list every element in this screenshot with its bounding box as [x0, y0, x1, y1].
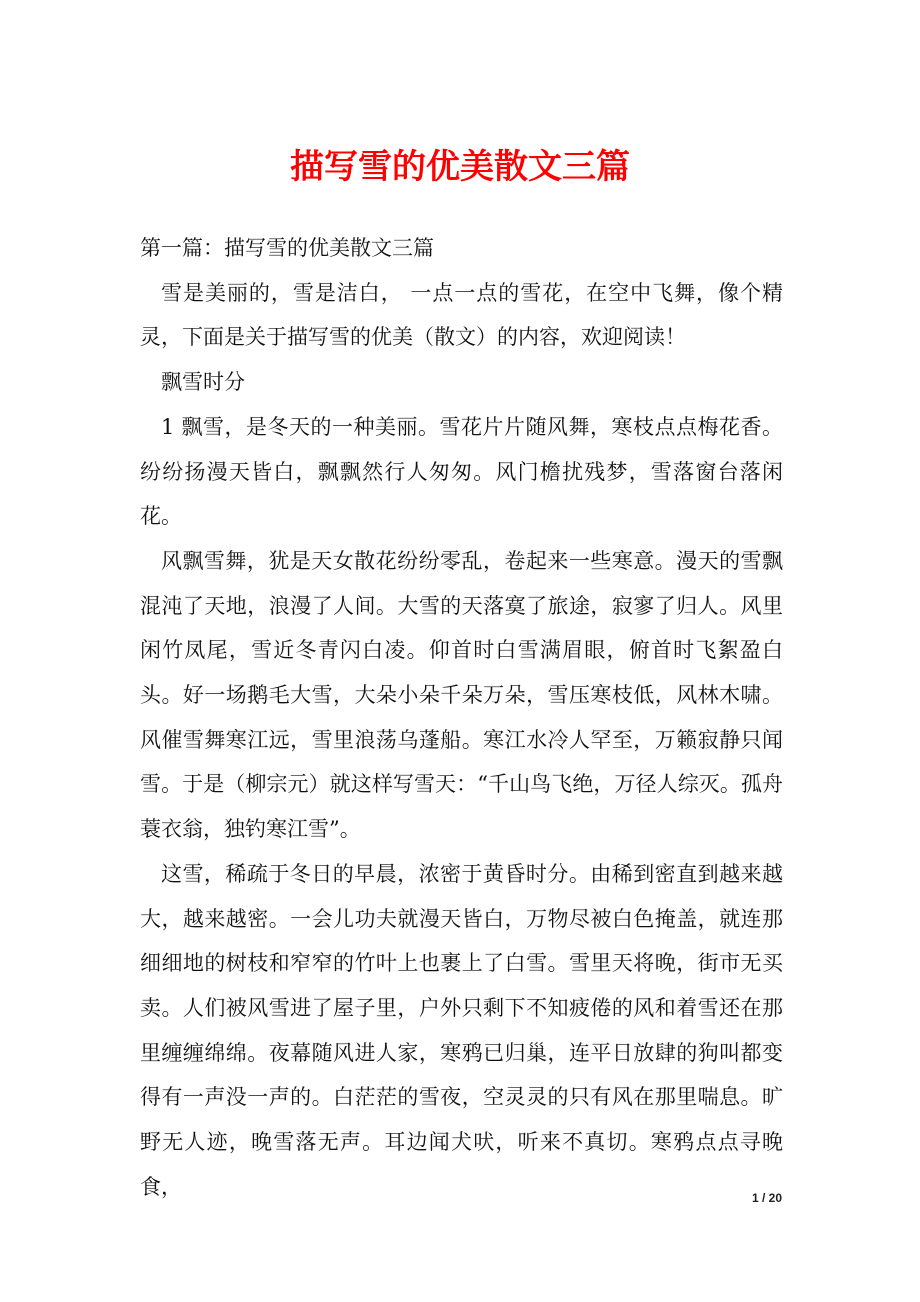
page-number: 1 / 20: [751, 1191, 782, 1205]
document-title: 描写雪的优美散文三篇: [290, 147, 630, 187]
paragraph: 这雪，稀疏于冬日的早晨，浓密于黄昏时分。由稀到密直到越来越大，越来越密。一会儿功夫就漫天皆白，万物尽被白色掩盖，就连那细细地的树枝和窄窄的竹叶上也裹上了白雪。雪里天将晚，街市无买卖。人们被风雪进了屋子里，户外只剩下不知疲倦的风和着雪还在那里缠缠绵绵。夜幕随风进人家，寒鸦已归巢，连平日放肆的狗叫都变得有一声没一声的。白茫茫的雪夜，空灵灵的只有风在那里喘息。旷野无人迹，晚雪落无声。耳边闻犬吠，听来不真切。寒鸦点点寻晚食，: [140, 861, 783, 1199]
subheading: 飘雪时分: [161, 370, 245, 395]
paragraph: 雪是美丽的，雪是洁白， 一点一点的雪花，在空中飞舞，像个精灵，下面是关于描写雪的优美（散文）的内容，欢迎阅读！: [140, 280, 783, 350]
paragraph: 1 飘雪，是冬天的一种美丽。雪花片片随风舞，寒枝点点梅花香。纷纷扬漫天皆白，飘飘然行人匆匆。风门檐扰残梦，雪落窗台落闲花。: [140, 414, 783, 529]
document-body: [140, 226, 783, 1209]
section-heading: 第一篇：描写雪的优美散文三篇: [140, 236, 434, 260]
paragraph: 风飘雪舞，犹是天女散花纷纷零乱，卷起来一些寒意。漫天的雪飘混沌了天地，浪漫了人间。大雪的天落寞了旅途，寂寥了归人。风里闲竹凤尾，雪近冬青闪白凌。仰首时白雪满眉眼，俯首时飞絮盈白头。好一场鹅毛大雪，大朵小朵千朵万朵，雪压寒枝低，风林木啸。风催雪舞寒江远，雪里浪荡乌蓬船。寒江水冷人罕至，万籁寂静只闻雪。于是（柳宗元）就这样写雪天：“千山鸟飞绝，万径人综灭。孤舟蓑衣翁，独钓寒江雪”。: [140, 548, 783, 842]
